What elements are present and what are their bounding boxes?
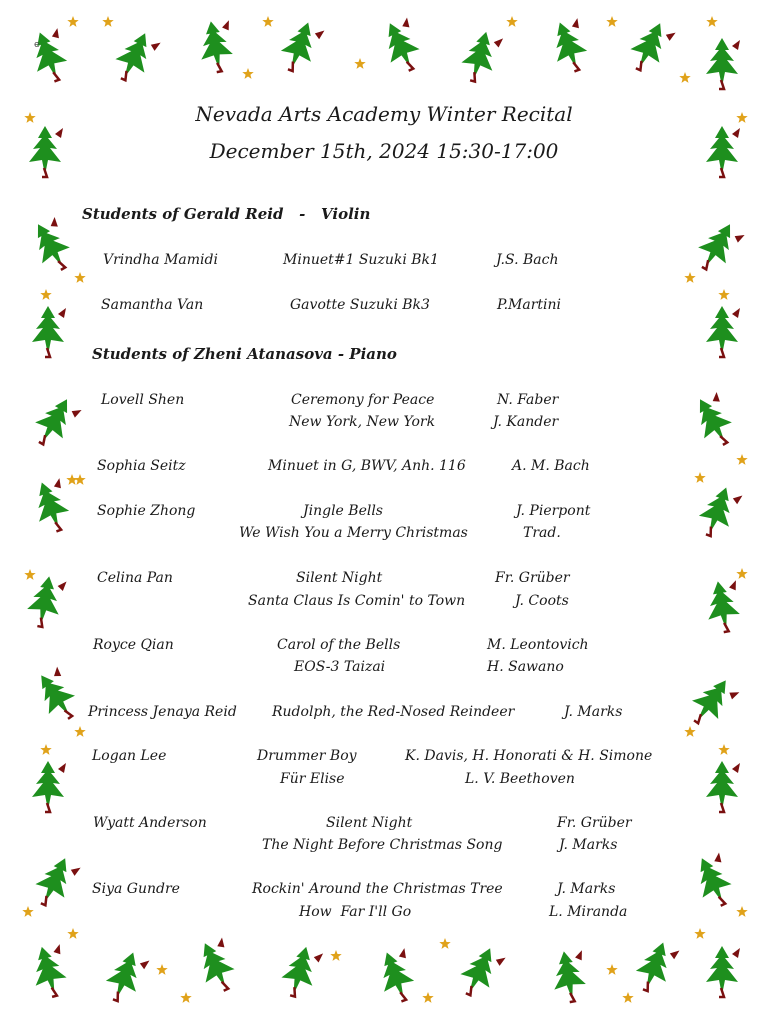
christmas-tree-icon <box>548 948 590 1004</box>
piece-composer: N. Faber <box>497 392 559 408</box>
christmas-tree-icon <box>28 391 83 452</box>
piece-title: Drummer Boy <box>257 748 357 764</box>
star-icon <box>684 272 695 283</box>
ribbon-icon <box>55 128 63 138</box>
ribbon-icon <box>70 406 82 419</box>
ribbon-icon <box>733 231 745 244</box>
star-icon <box>684 726 695 737</box>
piece-title: Minuet#1 Suzuki Bk1 <box>283 252 439 268</box>
star-icon <box>262 16 273 27</box>
star-icon <box>718 289 729 300</box>
ribbon-icon <box>669 948 680 960</box>
ribbon-icon <box>397 948 408 960</box>
ribbon-icon <box>221 20 231 31</box>
star-icon <box>679 72 690 83</box>
ribbon-icon <box>494 954 505 966</box>
piece-title: Ceremony for Peace <box>291 392 435 408</box>
christmas-tree-icon <box>32 306 66 357</box>
piece-composer: P.Martini <box>497 297 562 313</box>
piece-composer: H. Sawano <box>487 659 564 675</box>
christmas-tree-icon <box>706 761 740 812</box>
christmas-tree-icon <box>694 482 743 542</box>
piece-title: New York, New York <box>289 414 436 430</box>
performer-name: Logan Lee <box>92 748 167 764</box>
ribbon-icon <box>728 580 738 591</box>
ribbon-icon <box>400 17 411 29</box>
star-icon <box>66 474 77 485</box>
ribbon-icon <box>664 29 675 41</box>
star-icon <box>330 950 341 961</box>
christmas-tree-icon <box>109 26 161 87</box>
corner-mark: e <box>34 40 40 50</box>
piece-composer: J. Marks <box>557 881 616 897</box>
piece-title: Carol of the Bells <box>277 637 401 653</box>
piece-title: Rockin' Around the Christmas Tree <box>252 881 503 897</box>
star-icon <box>506 16 517 27</box>
piece-title: Jingle Bells <box>303 503 383 519</box>
piece-title: Santa Claus Is Comin' to Town <box>248 593 466 609</box>
christmas-tree-icon <box>27 476 76 536</box>
piece-title: How Far I'll Go <box>299 904 412 920</box>
ribbon-icon <box>574 950 584 961</box>
christmas-tree-icon <box>458 28 504 86</box>
ribbon-icon <box>710 392 722 405</box>
ribbon-icon <box>732 493 743 505</box>
christmas-tree-icon <box>624 16 676 77</box>
section-heading-piano: Students of Zheni Atanasova - Piano <box>92 345 397 363</box>
performer-name: Celina Pan <box>97 570 173 586</box>
piece-composer: L. V. Beethoven <box>465 771 575 787</box>
star-icon <box>736 906 747 917</box>
ribbon-icon <box>52 478 63 490</box>
ribbon-icon <box>732 40 740 50</box>
christmas-tree-icon <box>545 16 594 76</box>
ribbon-icon <box>215 937 226 949</box>
piece-composer: J.S. Bach <box>496 252 559 268</box>
star-icon <box>180 992 191 1003</box>
star-icon <box>736 568 747 579</box>
ribbon-icon <box>57 580 67 591</box>
performer-name: Siya Gundre <box>92 881 180 897</box>
christmas-tree-icon <box>683 671 740 732</box>
ribbon-icon <box>139 958 150 970</box>
piece-title: Rudolph, the Red-Nosed Reindeer <box>272 704 515 720</box>
page-title: Nevada Arts Academy Winter Recital <box>195 102 573 126</box>
piece-title: The Night Before Christmas Song <box>262 837 503 853</box>
christmas-tree-icon <box>195 18 237 74</box>
ribbon-icon <box>50 28 61 40</box>
star-icon <box>736 454 747 465</box>
christmas-tree-icon <box>24 215 79 276</box>
ribbon-icon <box>712 852 723 864</box>
star-icon <box>22 906 33 917</box>
piece-title: Für Elise <box>280 771 345 787</box>
star-icon <box>622 992 633 1003</box>
christmas-tree-icon <box>372 946 421 1006</box>
star-icon <box>354 58 365 69</box>
ribbon-icon <box>727 688 739 701</box>
christmas-tree-icon <box>25 26 74 86</box>
star-icon <box>102 16 113 27</box>
christmas-tree-icon <box>454 941 506 1002</box>
christmas-tree-icon <box>691 216 746 277</box>
piece-composer: J. Coots <box>515 593 569 609</box>
performer-name: Wyatt Anderson <box>93 815 207 831</box>
piece-composer: K. Davis, H. Honorati & H. Simone <box>405 748 653 764</box>
christmas-tree-icon <box>276 17 325 77</box>
performer-name: Lovell Shen <box>101 392 185 408</box>
christmas-tree-icon <box>702 578 744 634</box>
piece-composer: J. Pierpont <box>516 503 591 519</box>
christmas-tree-icon <box>101 947 150 1007</box>
event-date-time: December 15th, 2024 15:30-17:00 <box>209 139 559 163</box>
piece-composer: L. Miranda <box>549 904 628 920</box>
ribbon-icon <box>149 39 160 51</box>
ribbon-icon <box>58 763 66 773</box>
performer-name: Princess Jenaya Reid <box>88 704 237 720</box>
christmas-tree-icon <box>706 946 740 997</box>
ribbon-icon <box>732 128 740 138</box>
christmas-tree-icon <box>32 761 66 812</box>
ribbon-icon <box>314 28 325 40</box>
piece-title: Silent Night <box>296 570 383 586</box>
section-heading-violin: Students of Gerald Reid - Violin <box>82 205 371 223</box>
christmas-tree-icon <box>278 943 324 1001</box>
piece-composer: A. M. Bach <box>512 458 590 474</box>
christmas-tree-icon <box>375 16 427 77</box>
ribbon-icon <box>48 217 60 230</box>
star-icon <box>74 272 85 283</box>
star-icon <box>694 472 705 483</box>
star-icon <box>40 289 51 300</box>
performer-name: Sophia Seitz <box>97 458 186 474</box>
ribbon-icon <box>732 948 740 958</box>
performer-name: Sophie Zhong <box>97 503 196 519</box>
christmas-tree-icon <box>686 390 741 451</box>
star-icon <box>74 726 85 737</box>
piece-title: We Wish You a Merry Christmas <box>239 525 468 541</box>
piece-composer: J. Kander <box>493 414 559 430</box>
star-icon <box>718 744 729 755</box>
star-icon <box>606 16 617 27</box>
christmas-tree-icon <box>26 942 72 1000</box>
ribbon-icon <box>51 667 63 680</box>
ribbon-icon <box>69 864 80 876</box>
performer-name: Royce Qian <box>93 637 174 653</box>
ribbon-icon <box>570 18 581 30</box>
christmas-tree-icon <box>29 851 81 912</box>
star-icon <box>40 744 51 755</box>
christmas-tree-icon <box>706 38 740 89</box>
piece-title: Gavotte Suzuki Bk3 <box>290 297 430 313</box>
christmas-tree-icon <box>28 665 85 726</box>
piece-composer: J. Marks <box>564 704 623 720</box>
piece-title: Silent Night <box>326 815 413 831</box>
star-icon <box>422 992 433 1003</box>
star-icon <box>706 16 717 27</box>
performer-name: Vrindha Mamidi <box>103 252 218 268</box>
ribbon-icon <box>52 944 62 956</box>
piece-title: Minuet in G, BWV, Anh. 116 <box>268 458 466 474</box>
star-icon <box>694 928 705 939</box>
christmas-tree-icon <box>25 574 67 630</box>
piece-composer: J. Marks <box>559 837 618 853</box>
ribbon-icon <box>732 308 740 318</box>
christmas-tree-icon <box>706 306 740 357</box>
ribbon-icon <box>493 36 503 48</box>
piece-composer: M. Leontovich <box>487 637 589 653</box>
star-icon <box>156 964 167 975</box>
piece-composer: Fr. Grüber <box>557 815 632 831</box>
piece-title: EOS-3 Taizai <box>294 659 386 675</box>
ribbon-icon <box>732 763 740 773</box>
star-icon <box>439 938 450 949</box>
piece-composer: Trad. <box>523 525 561 541</box>
piece-composer: Fr. Grüber <box>495 570 570 586</box>
ribbon-icon <box>58 308 66 318</box>
star-icon <box>67 16 78 27</box>
ribbon-icon <box>313 951 323 963</box>
performer-name: Samantha Van <box>101 297 204 313</box>
star-icon <box>67 928 78 939</box>
star-icon <box>242 68 253 79</box>
christmas-tree-icon <box>190 936 242 997</box>
christmas-tree-icon <box>631 937 680 997</box>
star-icon <box>24 569 35 580</box>
christmas-tree-icon <box>687 851 739 912</box>
star-icon <box>606 964 617 975</box>
